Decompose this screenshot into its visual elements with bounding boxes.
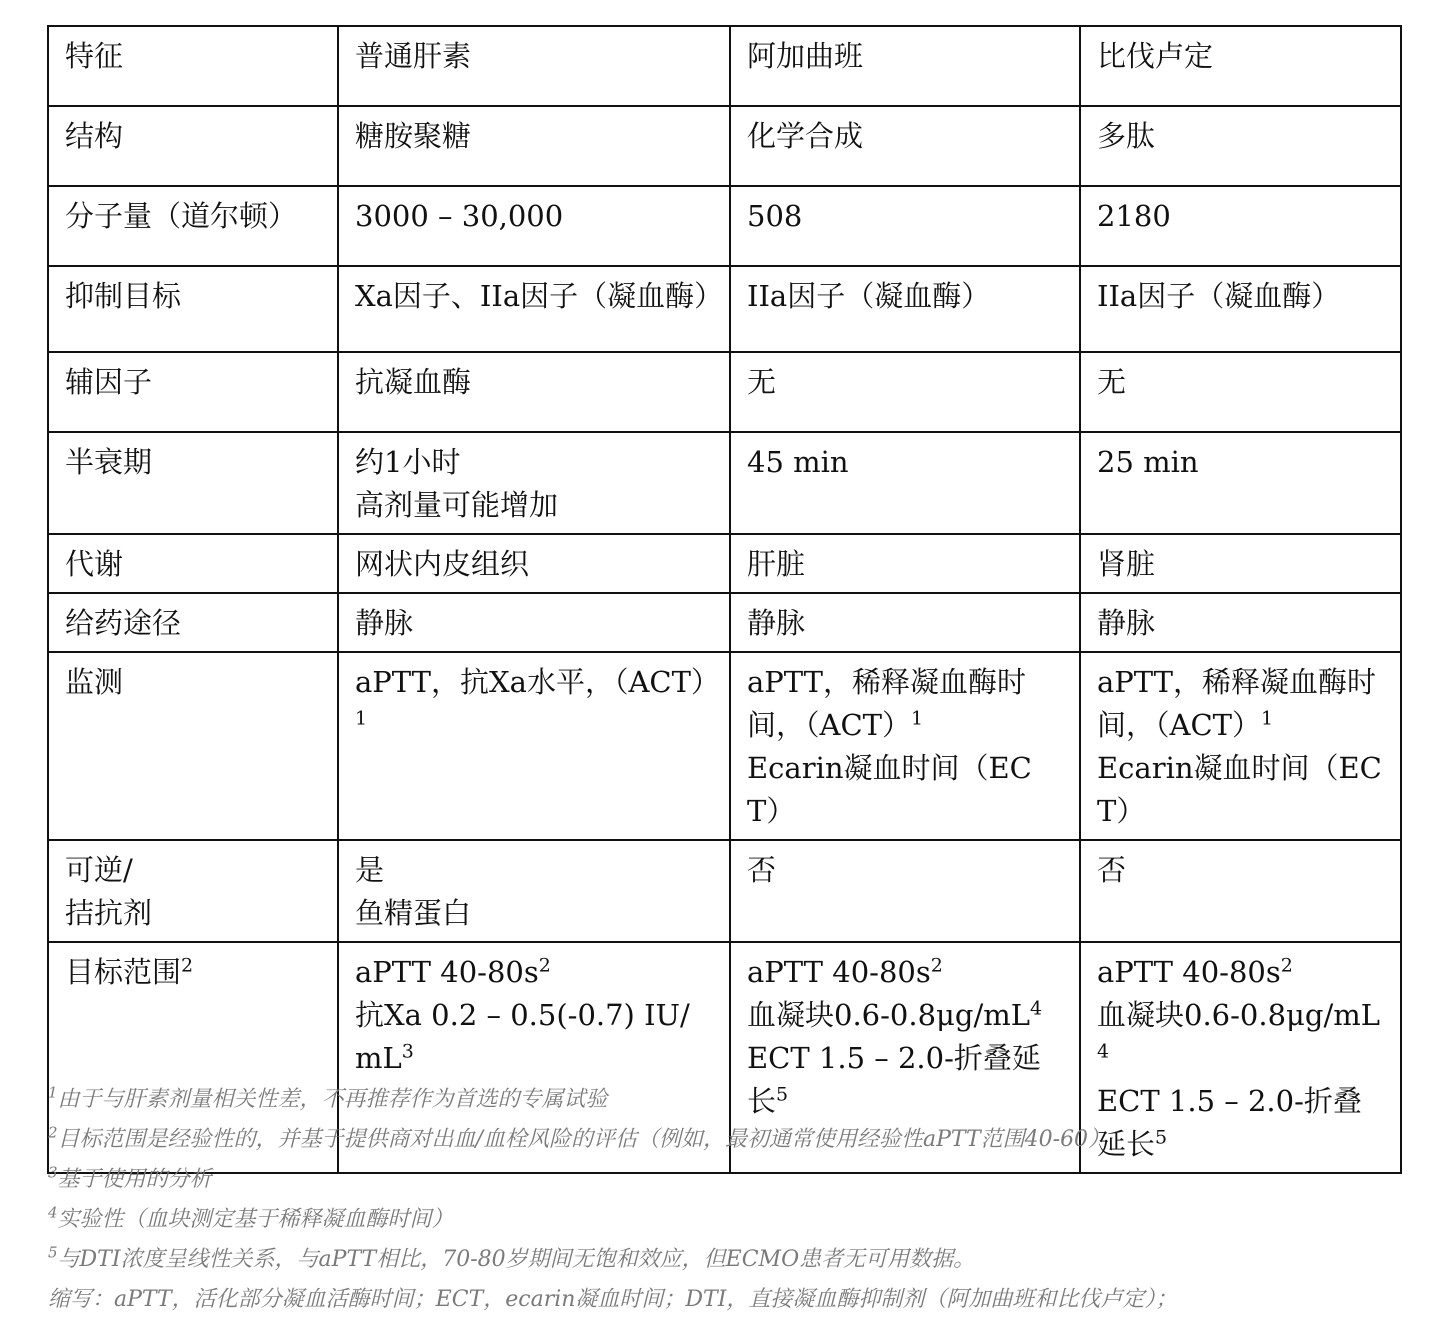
cell-bivalirudin [1080,352,1401,432]
cell-argatroban [730,593,1080,652]
cell-bivalirudin [1080,106,1401,186]
header-cell-heparin: 普通肝素 [338,26,730,106]
cell-argatroban [730,266,1080,352]
cell-heparin [338,432,730,534]
cell-line: 无 [747,365,777,399]
cell-text: aPTT 40-80s [355,955,539,989]
row-label-cell [48,652,338,840]
footnote-mark: 4 [48,1203,58,1222]
cell-text: aPTT，稀释凝血酶时间，（ACT） [747,665,1027,742]
footnote [48,1240,1408,1280]
cell-heparin [338,352,730,432]
footnote-ref: 2 [930,954,943,977]
row-label-cell [48,266,338,352]
table-row [48,534,1401,593]
cell-line: 45 min [747,445,849,479]
header-cell-argatroban: 阿加曲班 [730,26,1080,106]
cell-line: 给药途径 [65,606,182,640]
cell-line: 2180 [1097,199,1171,233]
cell-line: 否 [1097,853,1127,887]
footnote-ref: 1 [910,707,924,730]
cell-line: 508 [747,199,803,233]
footnote-ref: 5 [1155,1126,1168,1149]
cell-heparin [338,593,730,652]
table-header-row [48,26,1401,106]
table-row [48,593,1401,652]
footnote-text: 与DTI浓度呈线性关系，与aPTT相比，70-80岁期间无饱和效应，但ECMO患者无可用数据。 [57,1247,976,1272]
footnote-ref: 4 [1097,1040,1110,1063]
cell-argatroban [730,352,1080,432]
cell-line: 糖胺聚糖 [355,119,472,153]
cell-text: aPTT 40-80s [1097,955,1281,989]
cell-text: 抗Xa 0.2 – 0.5(-0.7) IU/mL [355,998,690,1075]
anticoagulant-comparison-table [47,25,1402,1174]
cell-bivalirudin [1080,186,1401,266]
header-cell-bivalirudin: 比伐卢定 [1080,26,1401,106]
cell-line: 抑制目标 [65,279,182,313]
row-label-cell [48,593,338,652]
cell-line: 代谢 [65,547,124,581]
footnote-ref: 4 [1029,997,1043,1020]
table-row [48,186,1401,266]
cell-argatroban [730,432,1080,534]
footnote-ref: 2 [1280,954,1293,977]
cell-argatroban [730,534,1080,593]
cell-line: 肝脏 [747,547,806,581]
cell-line [355,951,715,994]
table-row [48,840,1401,942]
table-row [48,652,1401,840]
cell-line: 化学合成 [747,119,864,153]
table-row [48,266,1401,352]
cell-line: 网状内皮组织 [355,547,530,581]
cell-text: 血凝块0.6-0.8μg/mL [747,998,1030,1032]
cell-text: 血凝块0.6-0.8μg/mL [1097,998,1380,1032]
cell-argatroban [730,106,1080,186]
cell-line [65,951,323,994]
footnote [48,1120,1408,1160]
cell-line: 3000 – 30,000 [355,199,564,233]
cell-heparin [338,534,730,593]
cell-line: 结构 [65,119,124,153]
row-label-cell [48,352,338,432]
cell-bivalirudin [1080,266,1401,352]
cell-argatroban [730,840,1080,942]
cell-line: 抗凝血酶 [355,365,472,399]
footnote-ref: 3 [401,1040,414,1063]
cell-line [747,994,1065,1037]
cell-line [1097,661,1386,747]
cell-bivalirudin [1080,432,1401,534]
cell-line: 分子量（道尔顿） [65,199,298,233]
footnote [48,1200,1408,1240]
cell-line: 25 min [1097,445,1199,479]
footnote-text: 基于使用的分析 [57,1167,212,1192]
cell-line: 无 [1097,365,1127,399]
cell-heparin [338,840,730,942]
cell-text: aPTT，抗Xa水平，（ACT） [355,665,720,699]
footnote-ref: 1 [1260,707,1274,730]
cell-line: Xa因子、IIa因子（凝血酶） [355,279,724,313]
cell-line: 是 [355,853,385,887]
cell-text: ECT 1.5 – 2.0-折叠延长 [1097,1084,1362,1161]
cell-bivalirudin [1080,534,1401,593]
cell-bivalirudin [1080,652,1401,840]
footnote-ref: 1 [355,707,368,730]
cell-line [747,661,1065,747]
cell-heparin [338,652,730,840]
footnote-text: 由于与肝素剂量相关性差，不再推荐作为首选的专属试验 [57,1087,608,1112]
cell-text: ECT 1.5 – 2.0-折叠延长 [747,1041,1041,1118]
footnote-mark: 5 [48,1243,58,1262]
cell-line [355,661,720,747]
cell-heparin [338,186,730,266]
cell-heparin [338,266,730,352]
cell-text: aPTT，稀释凝血酶时间，（ACT） [1097,665,1377,742]
cell-line: 静脉 [1097,606,1156,640]
cell-line: 半衰期 [65,445,153,479]
footnotes [48,1080,1408,1320]
cell-line: 静脉 [747,606,806,640]
footnote-text: 目标范围是经验性的，并基于提供商对出血/血栓风险的评估（例如，最初通常使用经验性aPTT范围40-60） [57,1127,1111,1152]
cell-argatroban [730,186,1080,266]
cell-line: IIa因子（凝血酶） [747,279,991,313]
cell-line: 监测 [65,665,124,699]
cell-line: 高剂量可能增加 [355,488,559,522]
cell-line: 可逆/ [65,853,133,887]
cell-line: 辅因子 [65,365,153,399]
cell-line [747,951,1065,994]
cell-line: 否 [747,853,777,887]
row-label-cell [48,534,338,593]
row-label-cell [48,186,338,266]
cell-line: 拮抗剂 [65,896,153,930]
cell-line [1097,951,1386,994]
cell-text: 目标范围 [65,955,182,989]
header-cell-feature: 特征 [48,26,338,106]
cell-bivalirudin [1080,593,1401,652]
footnote-text: 实验性（血块测定基于稀释凝血酶时间） [57,1207,454,1232]
cell-argatroban [730,652,1080,840]
cell-line: 约1小时 [355,445,461,479]
footnote [48,1160,1408,1200]
cell-text: aPTT 40-80s [747,955,931,989]
cell-line: 多肽 [1097,119,1156,153]
row-label-cell [48,432,338,534]
cell-heparin [338,106,730,186]
footnote [48,1080,1408,1120]
cell-line [355,994,715,1080]
table-row [48,432,1401,534]
footnote-text: 缩写：aPTT，活化部分凝血活酶时间；ECT，ecarin凝血时间；DTI，直接凝血酶抑制剂（阿加曲班和比伐卢定）； [48,1287,1178,1312]
footnote-ref: 2 [538,954,551,977]
footnote-mark: 3 [48,1163,58,1182]
row-label-cell [48,840,338,942]
cell-line: Ecarin凝血时间（ECT） [747,751,1032,828]
footnote-mark: 1 [48,1083,58,1102]
footnote-mark: 2 [48,1123,58,1142]
cell-line: 肾脏 [1097,547,1156,581]
table-row [48,106,1401,186]
footnote [48,1280,1408,1320]
table-row [48,352,1401,432]
footnote-ref: 5 [776,1083,789,1106]
cell-line [1097,994,1386,1080]
cell-line: Ecarin凝血时间（ECT） [1097,751,1382,828]
cell-line: 鱼精蛋白 [355,896,472,930]
row-label-cell [48,106,338,186]
cell-line: 静脉 [355,606,414,640]
cell-line: IIa因子（凝血酶） [1097,279,1341,313]
footnote-ref: 2 [181,954,194,977]
cell-bivalirudin [1080,840,1401,942]
